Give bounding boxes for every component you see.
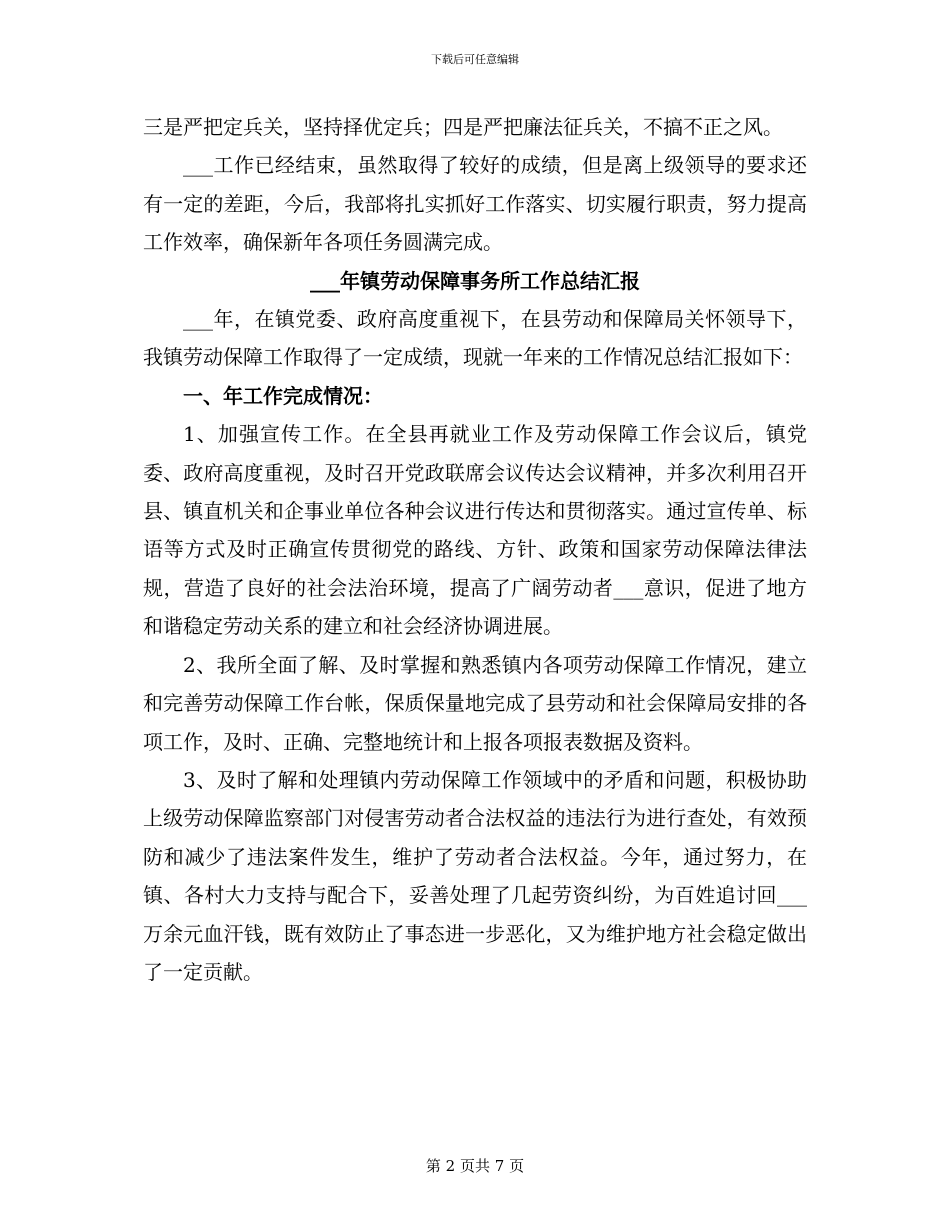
paragraph-item-3: 3、及时了解和处理镇内劳动保障工作领域中的矛盾和问题，积极协助上级劳动保障监察部门对侵害劳动者合法权益的违法行为进行查处，有效预防和减少了违法案件发生，维护了劳动者合法权益。今年，通过努力，在镇、各村大力支持与配合下，妥善处理了几起劳资纠纷，为百姓追讨回___万余元血汗钱，既有效防止了事态进一步恶化，又为维护地方社会稳定做出了一定贡献。 <box>143 767 807 984</box>
paragraph-item-1: 1、加强宣传工作。在全县再就业工作及劳动保障工作会议后，镇党委、政府高度重视，及时召开党政联席会议传达会议精神，并多次利用召开县、镇直机关和企事业单位各种会议进行传达和贯彻落实。通过宣传单、标语等方式及时正确宣传贯彻党的路线、方针、政策和国家劳动保障法律法规，营造了良好的社会法治环境，提高了广阔劳动者___意识，促进了地方和谐稳定劳动关系的建立和社会经济协调进展。 <box>143 422 807 639</box>
paragraph-recruit-continuation: 三是严把定兵关，坚持择优定兵；四是严把廉法征兵关，不搞不正之风。 <box>143 115 783 139</box>
document-title: ___年镇劳动保障事务所工作总结汇报 <box>310 268 640 293</box>
paragraph-summary-conclusion: ___工作已经结束，虽然取得了较好的成绩，但是离上级领导的要求还有一定的差距，今后，我部将扎实抓好工作落实、切实履行职责，努力提高工作效率，确保新年各项任务圆满完成。 <box>143 153 807 255</box>
paragraph-item-2: 2、我所全面了解、及时掌握和熟悉镇内各项劳动保障工作情况，建立和完善劳动保障工作台帐，保质保量地完成了县劳动和社会保障局安排的各项工作，及时、正确、完整地统计和上报各项报表数据及资料。 <box>143 652 807 754</box>
paragraph-intro: ___年，在镇党委、政府高度重视下，在县劳动和保障局关怀领导下，我镇劳动保障工作取得了一定成绩，现就一年来的工作情况总结汇报如下： <box>143 307 807 370</box>
page-footer: 第 2 页共 7 页 <box>425 1157 525 1175</box>
page-header: 下载后可任意编辑 <box>431 53 519 66</box>
section-heading: 一、年工作完成情况： <box>183 383 383 408</box>
document-body <box>143 108 807 991</box>
